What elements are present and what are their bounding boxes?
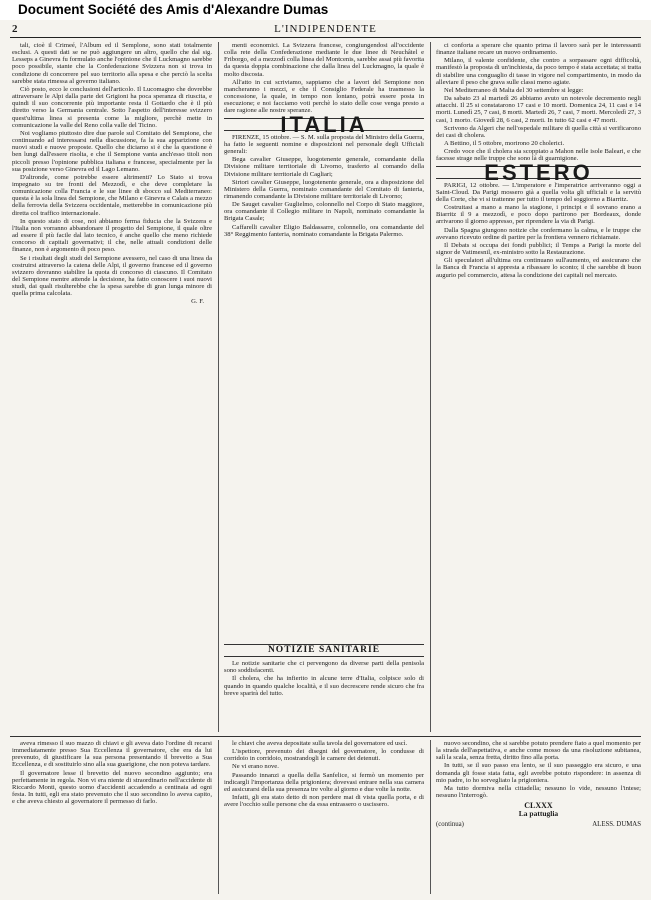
newspaper-page: [0, 20, 651, 900]
feuilleton-paragraph: Il governatore lesse il brevetto del nuovo secondino aggiunto; era perfettamente in regola. Non vi era niente di straordinario nell'accidente di Riccardo Monti, questo uomo d'accidenti accadendo a centinaia ad ogni festa. In tutti, egli era stato prevenuto che il suo secondino lo aveva capito, e che aveva chiesto al governatore il permesso di farlo.: [12, 769, 212, 806]
feuilleton-text-2: [224, 740, 424, 808]
masthead: [10, 23, 641, 38]
feuilleton-paragraph: Ma tutto dormiva nella cittadella; nessuno lo vide, nessuno l'intese; nessuno l'interrogò.: [436, 784, 641, 800]
paragraph: Il cholera, che ha infierito in alcune terre d'Italia, colpisce solo di quando in quando qualche località, e il suo decrescere rende sicuro che fra breve sparirà del tutto.: [224, 675, 424, 697]
author-name: ALESS. DUMAS: [592, 820, 641, 828]
paragraph: Se i risultati degli studi del Sempione avessero, nel caso di una linea da costruirsi attraverso la catena delle Alpi, il governo francese ed il governo svizzero dovranno stabilire la quota di concorso di ciascuno. Il Comitato del Sempione mentre attende la decisione, ha fatto conoscere i suoi nuovi studi, dai quali risulterebbe che la spesa sarebbe di gran lunga minore di quella prima calcolata.: [12, 254, 212, 298]
feuilleton-paragraph: Infatti, gli era stato detto di non perdere mai di vista quella porta, e di avere l'occhio sulle persone che da essa entrassero o uscissero.: [224, 794, 424, 809]
feuilleton-paragraph: le chiavi che aveva depositate sulla tavola del governatore ed uscì.: [232, 740, 408, 747]
notizie-text: [224, 660, 424, 697]
paragraph: PARIGI, 12 ottobre. — L'imperatore e l'imperatrice arriveranno oggi a Saint-Cloud. Da Parigi mossero già a quella volta gli ufficiali e la servitù della Corte, che vi si trattenne per tutto il tempo del soggiorno a Biarritz.: [436, 181, 641, 203]
feuilleton-column-1: [12, 740, 212, 894]
feuilleton-paragraph: L'ispettore, prevenuto dei disegni del governatore, lo condusse di corridoio in corridoio, mostrandogli le camere dei detenuti.: [224, 748, 424, 763]
feuilleton-footer: [436, 821, 641, 828]
paragraph: Sirtori cavalier Giuseppe, luogotenente generale, ora a disposizione del Ministero della Guerra, nominato comandante del Comitato di fanteria, rimanendo comandante la Divisione militare territoriale di Livorno;: [224, 178, 424, 200]
newspaper-title: L'INDIPENDENTE: [274, 23, 377, 35]
section-heading-estero: ESTERO: [436, 166, 641, 179]
column-divider-1: [218, 42, 219, 732]
paragraph: Ciò posto, ecco le conclusioni dell'articolo. Il Lucomagno che dovrebbe attraversare le Alpi dalla parte dei Grigioni ha poca speranza di riuscita, e quindi il suo concorrente più importante resta il Gottardo che è il più diretto verso la Germania centrale. Sotto l'aspetto dell'interesse svizzero quest'ultima linea si presenta come la migliore, perchè mette in comunicazione la valle del Reno colla valle del Ticino.: [12, 85, 212, 129]
continued-label: (continua): [436, 820, 464, 828]
feuilleton-divider-2: [430, 740, 431, 894]
feuilleton-divider-1: [218, 740, 219, 894]
section-heading-italia: ITALIA: [224, 118, 424, 131]
paragraph: ci conforta a sperare che quanto prima il lavoro sarà per le interessanti finanze italiane recare un nuovo ordinamento.: [436, 42, 641, 57]
column-2: [224, 42, 424, 732]
notizie-sanitarie: [224, 640, 424, 732]
paragraph: Nel Mediterraneo di Malta del 30 settembre si legge:: [444, 86, 584, 94]
paragraph: A Bettino, il 5 ottobre, morirono 20 cholerici.: [444, 140, 565, 148]
article-signature: G. F.: [191, 298, 204, 306]
feuilleton-paragraph: In tutti, se il suo passo era lento, se il suo passeggio era sicuro, e una domanda gli fosse stata fatta, egli avrebbe potuto rispondere: in assenza di mio padre, io ho sorvegliato la prigioniera.: [436, 762, 641, 784]
column-divider-2: [430, 42, 431, 732]
window-title: Document Société des Amis d'Alexandre Dumas: [18, 2, 329, 17]
paragraph: Bega cavalier Giuseppe, luogotenente generale, comandante della Divisione militare territoriale di Livorno, trasferto al comando della Divisione militare territoriale di Cagliari;: [224, 156, 424, 178]
column-1: [12, 42, 212, 732]
feuilleton-paragraph: nuovo secondino, che si sarebbe potuto prendere fiato a quel momento per la strada dell'aspettativa, e anche come mosso da una risoluzione subitanea, salì la scala, senza fretta, diritto fino alla porta.: [436, 740, 641, 762]
feuilleton-text-3: [436, 740, 641, 799]
feuilleton-paragraph: aveva rimesso il suo mazzo di chiavi e gli aveva dato l'ordine di recarsi immediatamente presso Sua Eccellenza il governatore, che era da lui prevenuto, di giustificare la sua persona presentando il brevetto a Sua Eccellenza, e di sostituirlo sino alla sua guarigione, che non poteva tardare.: [12, 740, 212, 769]
article-estero: [436, 182, 641, 279]
article-cholera: [436, 42, 641, 163]
paragraph: Caffarelli cavalier Eligio Baldassarre, colonnello, ora comandante del 38° Reggimento fanteria, nominato comandante la Brigata Palermo.: [224, 223, 424, 238]
paragraph: Milano, il valente confidente, che contro a sorpassare ogni difficoltà, manifestò la proposta di un'inchiesta, da poco tempo è stata accettata; si tratta di stabilire una conguaglio di tasse in vigore nel compartimento, in modo da alleviare il peso che grava sulle classi meno agiate.: [436, 57, 641, 86]
feuilleton-paragraph: Ne vi erano nove.: [232, 763, 279, 771]
paragraph: Costruitasi a mano a mano la stagione, i principi e il sovrano erano a Biarritz il 9 a mezzodì, e poco dopo partirono per Bordeaux, donde arrivarono il giorno appresso, per riprendere la via di Parigi.: [436, 204, 641, 226]
feuilleton-column-3: [436, 740, 641, 894]
paragraph: Le notizie sanitarie che ci pervengono da diverse parti della penisola sono soddisfacenti.: [224, 660, 424, 675]
page-number: 2: [12, 23, 18, 35]
feuilleton-paragraph: Passando innanzi a quella della Sanfelice, si fermò un momento per indicargli l'importanza della prigioniera; dovevasi entrare nella sua camera ed assicurarsi della sua presenza tre volte al giorno e due volte la notte.: [224, 771, 424, 793]
article-italia: [224, 134, 424, 238]
feuilleton-column-2: [224, 740, 424, 894]
chapter-number: CLXXX: [524, 801, 553, 811]
section-heading-notizie: NOTIZIE SANITARIE: [224, 644, 424, 657]
paragraph: Dalla Spagna giungono notizie che confermano la calma, e le truppe che avevano ricevuto ordine di partire per la frontiera vennero richiamate.: [436, 226, 641, 241]
paragraph: FIRENZE, 15 ottobre. — S. M. sulla proposta del Ministro della Guerra, ha fatto le seguenti nomine e disposizioni nel personale degli Ufficiali generali:: [224, 133, 424, 156]
article-sempione: [12, 42, 212, 297]
feuilleton-text-1: [12, 740, 212, 805]
paragraph: De Sauget cavalier Guglielmo, colonnello nel Corpo di Stato maggiore, ora comandante il Collegio militare in Napoli, nominato comandante la Brigata Casale;: [224, 201, 424, 223]
chapter-title: La pattuglia: [518, 809, 559, 819]
column-3: [436, 42, 641, 732]
article-svizzera: [224, 42, 424, 115]
paragraph: In questo stato di cose, noi abbiamo ferma fiducia che la Svizzera e l'Italia non vorranno abbandonare il progetto del Sempione, il quale oltre ad essere il più facile dal lato tecnico, è anche quello che meno richiede concorso di capitali governativi; il che, nelle attuali condizioni delle finanze, non è argomento di poco peso.: [12, 217, 212, 254]
paragraph: menti economici. La Svizzera francese, congiungendosi all'occidente colla rete della Confederazione mediante le due linee di Neuchâtel e Friborgo, ed a mezzodì colla linea del Montcenis, sarebbe assai più favorita da questa doppia combinazione che dalla linea del Luckmagno, la quale è molto discosta.: [224, 42, 424, 78]
paragraph: Credo voce che il cholera sia scoppiato a Mahon nelle isole Baleari, e che facesse strage nelle truppe che sono là di guarnigione.: [436, 148, 641, 163]
paragraph: Il Debats si occupa dei fondi pubblici; il Temps a Parigi la morte del signor de Vatimesnil, ex-ministro sotto la Restaurazione.: [436, 241, 641, 257]
paragraph: tali, cioè il Crimeé, l'Album ed il Semplone, sono stati totalmente esclusi. A questi dati se ne può aggiungere un altro, quello che dal sig. Lesseps a Ginevra fu formulato anche l'opinione che il Luckmagno sarebbe poco possibile, stante che la Confederazione Svizzera non si trova in condizione di concorrere pel suo territorio alla spesa e che perciò la scelta sarebbe stata rimessa al governo italiano.: [12, 42, 212, 85]
paragraph: Gli speculatori all'ultima ora continuano sull'aumento, ed assicurano che la Banca di Francia si appresta a ribassare lo sconto; il che sarebbe di buon augurio pel commercio, attesa la condizione dei capitali nel mercato.: [436, 257, 641, 279]
feuilleton-rule: [10, 736, 641, 737]
paragraph: Da sabato 23 al martedì 26 abbiamo avuto un notevole decremento negli attacchi. Il 25 si constatarono 17 casi e 10 morti. Domenica 24, 11 casi e 14 morti. Lunedì 25, 7 casi, 8 morti. Martedì 26, 7 casi, 7 morti. Mercoledì 27, 3 casi, 1 morto. Giovedì 28, 6 casi, 2 morti. In tutto 62 casi e 47 morti.: [436, 95, 641, 124]
paragraph: Noi vogliamo piuttosto dire due parole sul Comitato del Sempione, che continuando ad interessarsi nella discussione, fa la sua apparizione con nuovi studi e nuove proposte. Quello che diciamo si è che la questione è ben lungi dall'essere risolta, e che il Sempione vanta anch'esso titoli non piccoli presso l'opinione pubblica italiana e francese, specialmente per la sua posizione verso Ginevra ed il Lago Lemano.: [12, 129, 212, 173]
paragraph: Scrivono da Algeri che nell'ospedale militare di quella città si verificarono dei casi di cholera.: [436, 124, 641, 139]
paragraph: All'atto in cui scriviamo, sappiamo che a lavori del Sempione non mancheranno i mezzi, e che il Consiglio Federale ha trasmesso la concessione, la quale, in tempo non lontano, potrà essere posta in esecuzione; e noi facciamo voti perchè lo stato delle cose venga presto a dare ragione alle nostre speranze.: [224, 78, 424, 115]
paragraph: D'altronde, come potrebbe essere altrimenti? Lo Stato si trova impegnato su tre fronti del Mezzodì, e che deve completare la comunicazione colla Francia e le sue linee di sbocco sul Mediterraneo: questa è la sola linea del Sempione, che Milano e Ginevra e Calais a mezzo della ferrovia della Svizzera occidentale, metterebbe in comunicazione più diretta col traffico internazionale.: [12, 173, 212, 217]
